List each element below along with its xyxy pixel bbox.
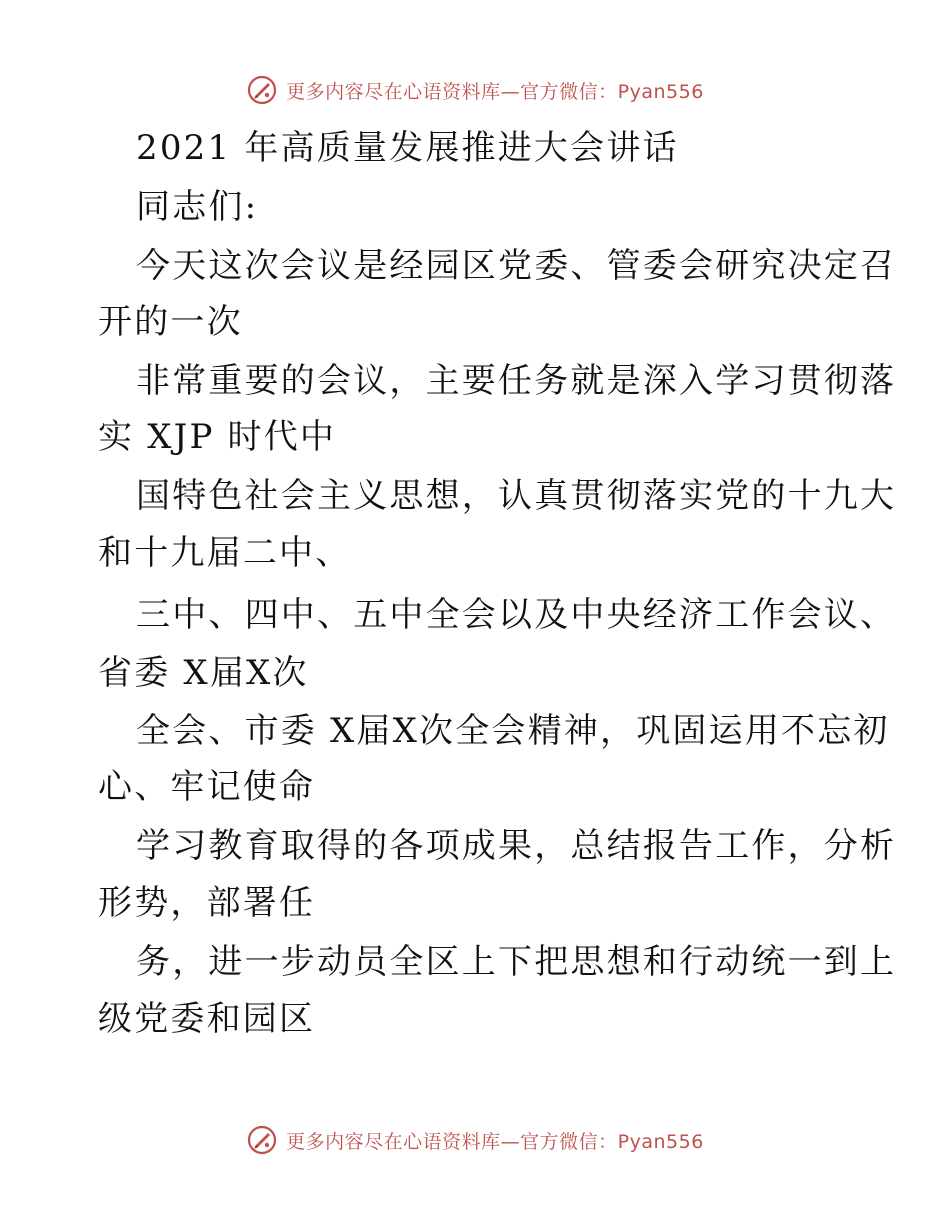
paragraph-line: 国特色社会主义思想，认真贯彻落实党的十九大 bbox=[136, 476, 897, 516]
document-title: 2021 年高质量发展推进大会讲话 bbox=[136, 128, 679, 168]
paragraph-line: 非常重要的会议，主要任务就是深入学习贯彻落 bbox=[136, 361, 897, 401]
paragraph-line: 心、牢记使命 bbox=[98, 767, 316, 807]
paragraph-line: 今天这次会议是经园区党委、管委会研究决定召 bbox=[136, 246, 897, 286]
paragraph-line: 全会、市委 X届X次全会精神，巩固运用不忘初 bbox=[136, 711, 890, 751]
paragraph-line: 实 XJP 时代中 bbox=[98, 417, 337, 457]
paragraph-line: 务，进一步动员全区上下把思想和行动统一到上 bbox=[136, 942, 897, 982]
watermark-text: 更多内容尽在心语资料库—官方微信：Pyan556 bbox=[286, 80, 704, 103]
salutation: 同志们: bbox=[136, 187, 259, 227]
paragraph-line: 形势，部署任 bbox=[98, 883, 316, 923]
paragraph-line: 三中、四中、五中全会以及中央经济工作会议、 bbox=[136, 595, 897, 635]
paragraph-line: 开的一次 bbox=[98, 302, 243, 342]
paragraph-line: 学习教育取得的各项成果，总结报告工作，分析 bbox=[136, 826, 897, 866]
paragraph-line: 级党委和园区 bbox=[98, 999, 316, 1039]
paragraph-line: 省委 X届X次 bbox=[98, 653, 309, 693]
paragraph-line: 和十九届二中、 bbox=[98, 533, 352, 573]
quill-seal-icon bbox=[246, 1124, 278, 1156]
watermark-text: 更多内容尽在心语资料库—官方微信：Pyan556 bbox=[286, 1130, 704, 1153]
quill-seal-icon bbox=[246, 74, 278, 106]
footer-watermark bbox=[0, 1120, 950, 1160]
header-watermark bbox=[0, 70, 950, 110]
